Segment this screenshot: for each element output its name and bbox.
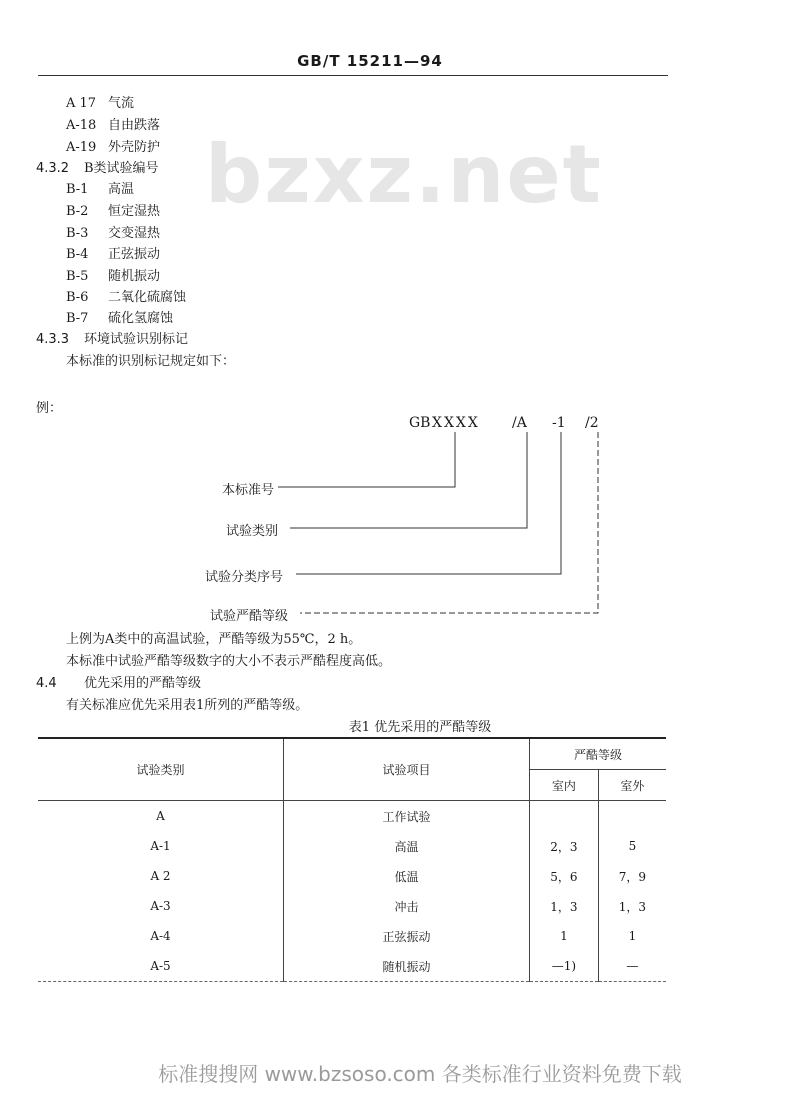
header-outdoor: 室外 [598, 770, 666, 801]
section-number: 4.4 [36, 676, 57, 691]
item-label: 气流 [108, 96, 135, 111]
cell-category: A-5 [38, 951, 284, 982]
callout-label: 本标准号 [222, 483, 275, 498]
item-code: B-4 [66, 247, 89, 262]
cell-indoor [530, 801, 599, 832]
cell-outdoor: 7，9 [618, 869, 647, 884]
section-number: 4.3.2 [36, 161, 70, 176]
cell-category: A-1 [38, 831, 284, 861]
cell-category: A 2 [38, 861, 284, 891]
table-caption: 表1 优先采用的严酷等级 [348, 720, 492, 735]
item-label: 硫化氢腐蚀 [108, 311, 174, 326]
cell-outdoor: — [598, 951, 666, 982]
footer-watermark: 标准搜搜网 www.bzsoso.com 各类标准行业资料免费下载 [158, 1062, 682, 1086]
item-label: 随机振动 [108, 269, 161, 284]
section-title: 优先采用的严酷等级 [84, 676, 202, 691]
cell-item: 高温 [284, 831, 530, 861]
item-code: A 17 [66, 96, 97, 111]
section-body: 本标准的识别标记规定如下： [66, 354, 236, 369]
mark-sequence: -1 [552, 415, 566, 431]
cell-indoor: 1，3 [530, 891, 599, 921]
cell-category: A-3 [38, 891, 284, 921]
header-category: 试验类别 [38, 738, 284, 801]
item-label: 高温 [108, 182, 135, 197]
standard-number: GB/T 15211—94 [297, 52, 443, 70]
cell-indoor: 5，6 [530, 861, 599, 891]
paragraph: 上例为A类中的高温试验，严酷等级为55℃，2 h。 [66, 632, 362, 647]
section-body: 有关标准应优先采用表1所列的严酷等级。 [66, 698, 309, 713]
cell-indoor: 1 [530, 921, 599, 951]
item-code: B-3 [66, 226, 89, 241]
item-code: A-18 [66, 118, 97, 133]
item-code: B-1 [66, 182, 89, 197]
cell-item: 正弦振动 [284, 921, 530, 951]
table-row [38, 951, 666, 982]
cell-outdoor [598, 801, 666, 832]
callout-label: 试验分类序号 [205, 570, 284, 585]
mark-number: XXXX [432, 415, 480, 431]
section-title: B类试验编号 [84, 161, 159, 176]
item-label: 正弦振动 [108, 247, 161, 262]
table-row [38, 831, 666, 861]
callout-label: 试验类别 [226, 524, 279, 539]
cell-item: 冲击 [284, 891, 530, 921]
callout-line-category [290, 432, 527, 528]
item-code: A-19 [66, 140, 97, 155]
cell-outdoor: 1 [628, 929, 637, 943]
table-row [38, 891, 666, 921]
callout-line-severity [300, 432, 598, 613]
header-indoor: 室内 [530, 770, 599, 801]
cell-indoor: —1) [530, 951, 599, 982]
item-label: 二氧化硫腐蚀 [108, 290, 187, 305]
cell-outdoor: 5 [628, 839, 637, 853]
item-code: B-7 [66, 311, 89, 326]
mark-severity: /2 [585, 415, 599, 431]
section-heading [36, 672, 201, 691]
callout-line-standard-number [278, 432, 455, 487]
item-code: B-6 [66, 290, 89, 305]
cell-outdoor: 1，3 [618, 899, 647, 914]
header-severity: 严酷等级 [530, 738, 667, 770]
item-label: 恒定湿热 [108, 204, 161, 219]
item-code: B-5 [66, 269, 89, 284]
paragraph: 本标准中试验严酷等级数字的大小不表示严酷程度高低。 [66, 654, 392, 669]
mark-category: /A [512, 415, 527, 431]
cell-category: A-4 [38, 921, 284, 951]
table-row [38, 861, 666, 891]
table-row [38, 921, 666, 951]
table-row [38, 801, 666, 832]
cell-item: 随机振动 [284, 951, 530, 982]
severity-table [38, 737, 666, 982]
section-number: 4.3.3 [36, 332, 70, 347]
callout-line-sequence [296, 432, 561, 574]
cell-category: A [38, 801, 284, 832]
item-code: B-2 [66, 204, 89, 219]
item-label: 自由跌落 [108, 118, 161, 133]
item-label: 外壳防护 [108, 140, 161, 155]
callout-label: 试验严酷等级 [210, 609, 289, 624]
cell-item: 工作试验 [284, 801, 530, 832]
section-title: 环境试验识别标记 [84, 332, 189, 347]
cell-item: 低温 [284, 861, 530, 891]
watermark: bzxz.net [205, 128, 603, 221]
mark-gb: GB [409, 415, 431, 431]
example-label: 例： [36, 401, 63, 416]
cell-indoor: 2，3 [530, 831, 599, 861]
item-label: 交变湿热 [108, 226, 161, 241]
header-item: 试验项目 [284, 738, 530, 801]
